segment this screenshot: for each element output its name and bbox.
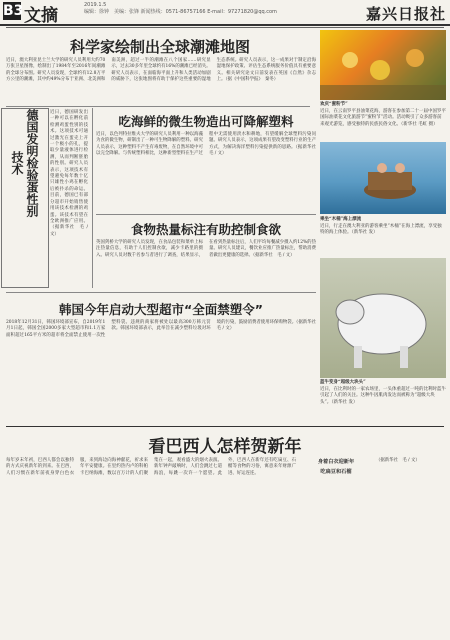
story-body-korea-ban (6, 320, 321, 420)
vertical-title: 德国发明检验蛋性别技术 (10, 109, 39, 217)
caption-title: 乘坐“木桶”海上漂流 (320, 217, 362, 222)
editors: 编辑：徐钟 美编：张锋 (84, 9, 140, 15)
photo-blue-cow (320, 258, 446, 378)
page-header (0, 0, 450, 26)
story-source: （据《中国科学报》 秦冬） (225, 77, 279, 83)
story-body-plastic (96, 132, 321, 210)
photo-caption-barrel (320, 217, 446, 247)
caption-text: 近日，在云南罗平县油菜花海，游客在参加第二十一届中国罗平国际油菜花文化旅游节“蜜粉节”活动。活动吸引了众多游客前来观光游览，感受独特的民族民俗文化。 (320, 108, 446, 127)
story-title-egg-gender (3, 108, 45, 222)
photo-caption-cow (320, 380, 446, 422)
caption-text: 近日，行走在澳大利亚的游客乘坐“木桶”在海上漂流，享受独特的海上体验。 (320, 223, 442, 235)
divider (6, 106, 310, 107)
header-divider (6, 27, 444, 28)
story-title-brazil-newyear: 看巴西人怎样贺新年 (148, 437, 302, 457)
divider (92, 108, 93, 288)
email: E-mail：97271820@qq.com (207, 9, 277, 15)
photo-honey-festival (320, 30, 446, 100)
story-title-calories: 食物热量标注有助控制食欲 (130, 222, 281, 237)
divider (96, 214, 316, 215)
barrel-illustration (320, 142, 446, 214)
masthead-logo: 嘉兴日报社 (365, 5, 446, 23)
caption-credit: （新华社 毛虹 摄） (401, 121, 438, 127)
story-text: 2018年12月31日，韩国环境部宣布，自2019年1月1日起，韩国全国2000多家大型超市和1.1万家面积超过165平方米的超市将全面禁止使用一次性塑料袋。违规的商家将被处以最高300万韩元罚款。韩国环境部表示，此举旨在减少塑料垃圾对环境的污染，鼓励消费者使用环保购物袋。 (6, 320, 297, 338)
phone: 新闻热线：0571-86757166 (140, 9, 206, 15)
story-body-brazil-newyear (6, 458, 444, 634)
story-title-plastic: 吃海鲜的微生物造出可降解塑料 (118, 114, 294, 129)
story-title-tidal-map: 科学家绘制出全球潮滩地图 (69, 38, 250, 56)
caption-title: 欢庆“蜜粉节” (320, 102, 348, 107)
subheading: 身着白衣迎新年 (317, 459, 355, 465)
story-source: （据新华社 毛 / 文） (209, 144, 321, 157)
story-source: （据新华社 毛 / 文） (216, 320, 321, 332)
story-text: 近日，德国研发出一种可以在孵化前检测鸡蛋性别的技术。这项技术可通过激光在蛋壳上开一个极小的孔，提取少量液体进行检测，从而判断胚胎的性别。研究人员表示，这项技术有望避免每年数十亿只雄性小鸡在孵化后被扑杀的命运。目前，德国已有部分超市开始销售使用该技术检测的鸡蛋。该技术有望在全欧洲推广应用。 (50, 110, 88, 224)
divider (6, 426, 444, 427)
page-code-badge: B3 (3, 3, 24, 19)
story-text: 近日，以色列特拉维夫大学的研究人员利用一种以海藻为食的微生物，研制出了一种可生物降解的塑料。研究人员表示，这种塑料不产生有毒废物，在自然环境中可以完全降解。与传统塑料相比，这种新型塑料在生产过程中无需使用淡水和耕地，有望缓解全球塑料污染问题。研究人员表示，这项成果有望改变塑料行业的生产方式，为解决海洋塑料污染提供新的思路。 (96, 132, 316, 157)
story-text: 英国剑桥大学的研究人员发现，在食品包装和菜单上标注热量信息，有助于人们控制食欲，减少卡路里的摄入。研究人员对数千名参与者进行了调查，结果显示，在看到热量标注后，人们平均每餐减少摄入约12%的热量。研究人员建议，餐饮业应推广热量标注，帮助消费者做出更健康的选择。 (96, 240, 316, 258)
story-body-tidal-map (6, 58, 316, 102)
caption-title: 蓝牛变身“超级大块头” (320, 380, 366, 385)
cow-illustration (320, 258, 446, 378)
story-text: 近日，澳大利亚昆士兰大学的研究人员利用大约70万张卫星图像，绘制出了1984年至2016年间潮滩的全球分布图。研究人员发现，全球约有12.8万平方公里的潮滩，其中约49%分布于亚洲、北美洲和南美洲，超过一半的潮滩在八个国家……研究显示，过去30多年里全球约有16%的潮滩已经消失。研究人员表示，在面临海平面上升和人类活动加剧的威胁下，这张地图将有助于保护这些重要的湿地生态系统。研究人员表示，这一成果对于制定沿海湿地保护政策、评估生态系统服务价值具有重要意义。相关研究论文日前发表在英国《自然》杂志上。 (6, 58, 316, 83)
story-source: （据新华社 毛 / 文） (50, 225, 88, 237)
story-source: （据新华社 毛 / 文） (252, 252, 295, 258)
caption-text: 近日，在比利时的一家农场里，一头体重超过一吨的比利时蓝牛引起了人们的关注。这种牛因肌肉发达而被称为“超级大块头”。 (320, 386, 446, 405)
story-body-calories (96, 240, 316, 290)
caption-credit: （新华社 发） (351, 230, 378, 235)
story-body-egg-gender (50, 110, 88, 288)
section-title: 文摘 (24, 6, 58, 26)
story-title-korea-ban: 韩国今年启动大型超市“全面禁塑令” (59, 302, 263, 317)
photo-caption-honey (320, 102, 446, 136)
crowd-illustration (320, 30, 446, 100)
divider (6, 292, 316, 293)
subheading: 吃扁豆和石榴 (320, 469, 352, 475)
header-meta (84, 2, 277, 16)
story-source: （据新华社 毛 / 文） (376, 458, 420, 463)
photo-barrel-drift (320, 142, 446, 214)
issue-date: 2019.1.5 (84, 2, 107, 8)
caption-credit: （新华社 发） (331, 399, 358, 405)
story-text: 每年岁末年初，巴西人都会以独特的方式庆祝新年的到来。在巴西，人们习惯在新年前夜身穿白色衣服，来到海边向海神献花，祈求来年平安健康。在里约热内卢的科帕卡巴纳海滩，数以百万计的人们聚集在一起，观看盛大的烟火表演。新年钟声敲响时，人们会跳过七道海浪，每跳一次许一个愿望。此外，巴西人在新年还有吃扁豆、石榴等食物的习俗，寓意来年财源广进、好运连连。 (6, 458, 296, 476)
